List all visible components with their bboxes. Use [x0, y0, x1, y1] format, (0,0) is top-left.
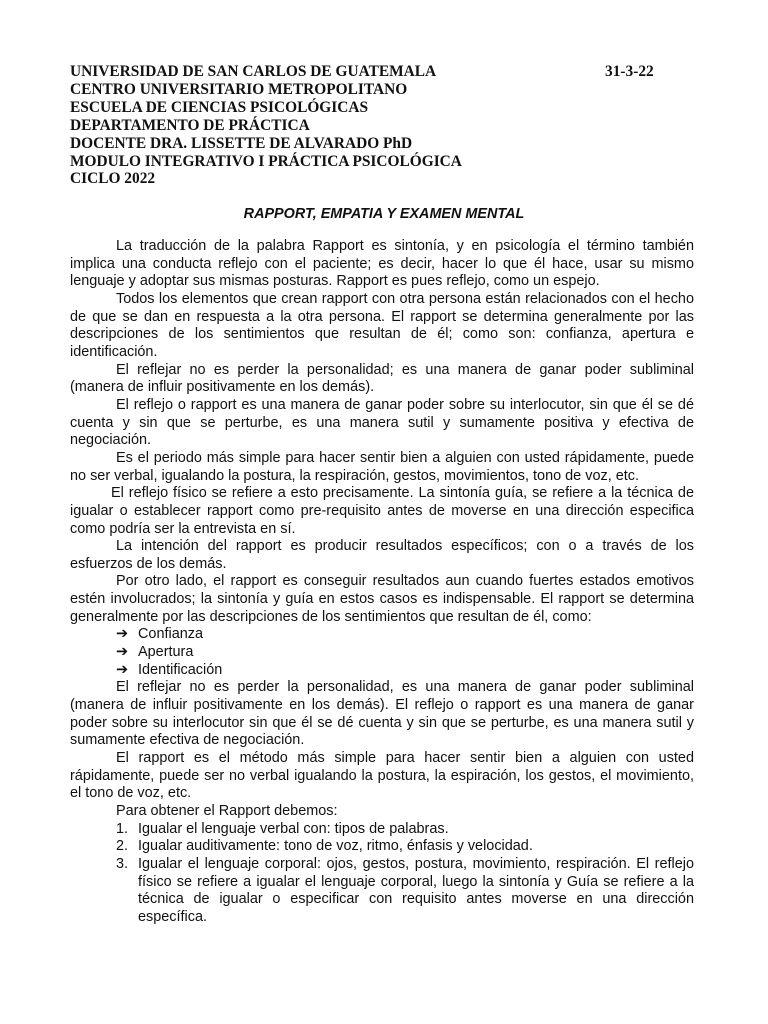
arrow-right-icon: ➔	[116, 626, 129, 643]
paragraph: El rapport es el método más simple para hacer sentir bien a alguien con usted rápidamente, puede ser no verbal igualando la postura, la espiración, los gestos, el movimiento, el tono de voz, etc.	[70, 750, 694, 802]
paragraph: Es el periodo más simple para hacer sentir bien a alguien con usted rápidamente, puede no ser verbal, igualando la postura, la respiración, gestos, movimientos, tono de voz, etc.	[70, 449, 694, 484]
document-body	[70, 238, 694, 927]
list-number: 3.	[116, 855, 129, 872]
list-item-label: Apertura	[138, 644, 194, 661]
paragraph: Por otro lado, el rapport es conseguir resultados aun cuando fuertes estados emotivos estén involucrados; la sintonía y guía en estos casos es indispensable. El rapport se determina generalmente por las descripciones de los sentimientos que resultan de él, como:	[70, 573, 694, 625]
header-line-university: UNIVERSIDAD DE SAN CARLOS DE GUATEMALA	[70, 63, 437, 80]
paragraph: El reflejo físico se refiere a esto precisamente. La sintonía guía, se refiere a la técnica de igualar o establecer rapport como pre-requisito antes de moverse en una dirección especifica como podría ser la entrevista en sí.	[70, 485, 694, 537]
paragraph: La intención del rapport es producir resultados específicos; con o a través de los esfuerzos de los demás.	[70, 538, 694, 572]
list-item	[116, 821, 694, 839]
document-title: RAPPORT, EMPATIA Y EXAMEN MENTAL	[243, 206, 525, 222]
list-item-text: Igualar el lenguaje corporal: ojos, gestos, postura, movimiento, respiración. El reflejo físico se refiere a igualar el lenguaje corporal, luego la sintonía y Guía se refiere a la técnica de igualar o especificar con requisito antes moverse en una dirección específica.	[138, 855, 694, 925]
arrow-right-icon: ➔	[116, 661, 129, 678]
header-line-cycle: CICLO 2022	[70, 170, 156, 188]
paragraph: Todos los elementos que crean rapport con otra persona están relacionados con el hecho de que se dan en respuesta a la otra persona. El rapport se determina generalmente por las descripciones de los sentimientos que resultan de él; como son: confianza, apertura e identificación.	[70, 290, 694, 360]
paragraph: El reflejar no es perder la personalidad; es una manera de ganar poder subliminal (manera de influir positivamente en los demás).	[70, 361, 694, 396]
list-item	[116, 838, 694, 856]
paragraph: La traducción de la palabra Rapport es sintonía, y en psicología el término también implica una conducta reflejo con el paciente; es decir, hacer lo que él hace, usar su mismo lenguaje y adoptar sus mismas posturas. Rapport es pues reflejo, como un espejo.	[70, 238, 694, 290]
paragraph: El reflejar no es perder la personalidad, es una manera de ganar poder subliminal (manera de influir positivamente en los demás). El reflejo o rapport es una manera de ganar poder sobre su interlocutor sin que él se dé cuenta y sin que se perturbe, es una manera sutil y sumamente efectiva de negociación.	[70, 679, 694, 749]
list-item-label: Identificación	[138, 661, 223, 678]
list-item	[116, 662, 694, 680]
header-line-teacher: DOCENTE DRA. LISSETTE DE ALVARADO PhD	[70, 134, 413, 152]
list-item	[116, 856, 694, 927]
steps-intro: Para obtener el Rapport debemos:	[116, 803, 338, 819]
paragraph: El reflejo o rapport es una manera de ganar poder sobre su interlocutor, sin que él se dé cuenta y sin que se perturbe, es una manera sutil y sumamente positiva y efectiva de negociación.	[70, 396, 694, 449]
list-item	[116, 626, 694, 644]
document-date: 31-3-22	[605, 63, 654, 80]
list-item-text: Igualar auditivamente: tono de voz, ritmo, énfasis y velocidad.	[138, 838, 533, 855]
header-line-school: ESCUELA DE CIENCIAS PSICOLÓGICAS	[70, 98, 369, 116]
list-number: 1.	[116, 820, 129, 837]
list-item	[116, 644, 694, 662]
institution-header	[70, 63, 700, 188]
list-item-text: Igualar el lenguaje verbal con: tipos de palabras.	[138, 820, 449, 837]
header-line-module: MODULO INTEGRATIVO I PRÁCTICA PSICOLÓGICA	[70, 152, 462, 170]
steps-list	[70, 821, 694, 927]
header-line-center: CENTRO UNIVERSITARIO METROPOLITANO	[70, 80, 408, 98]
list-item-label: Confianza	[138, 626, 204, 643]
arrow-right-icon: ➔	[116, 644, 129, 661]
header-line-department: DEPARTAMENTO DE PRÁCTICA	[70, 116, 310, 134]
list-number: 2.	[116, 838, 129, 855]
feelings-list	[70, 626, 694, 679]
